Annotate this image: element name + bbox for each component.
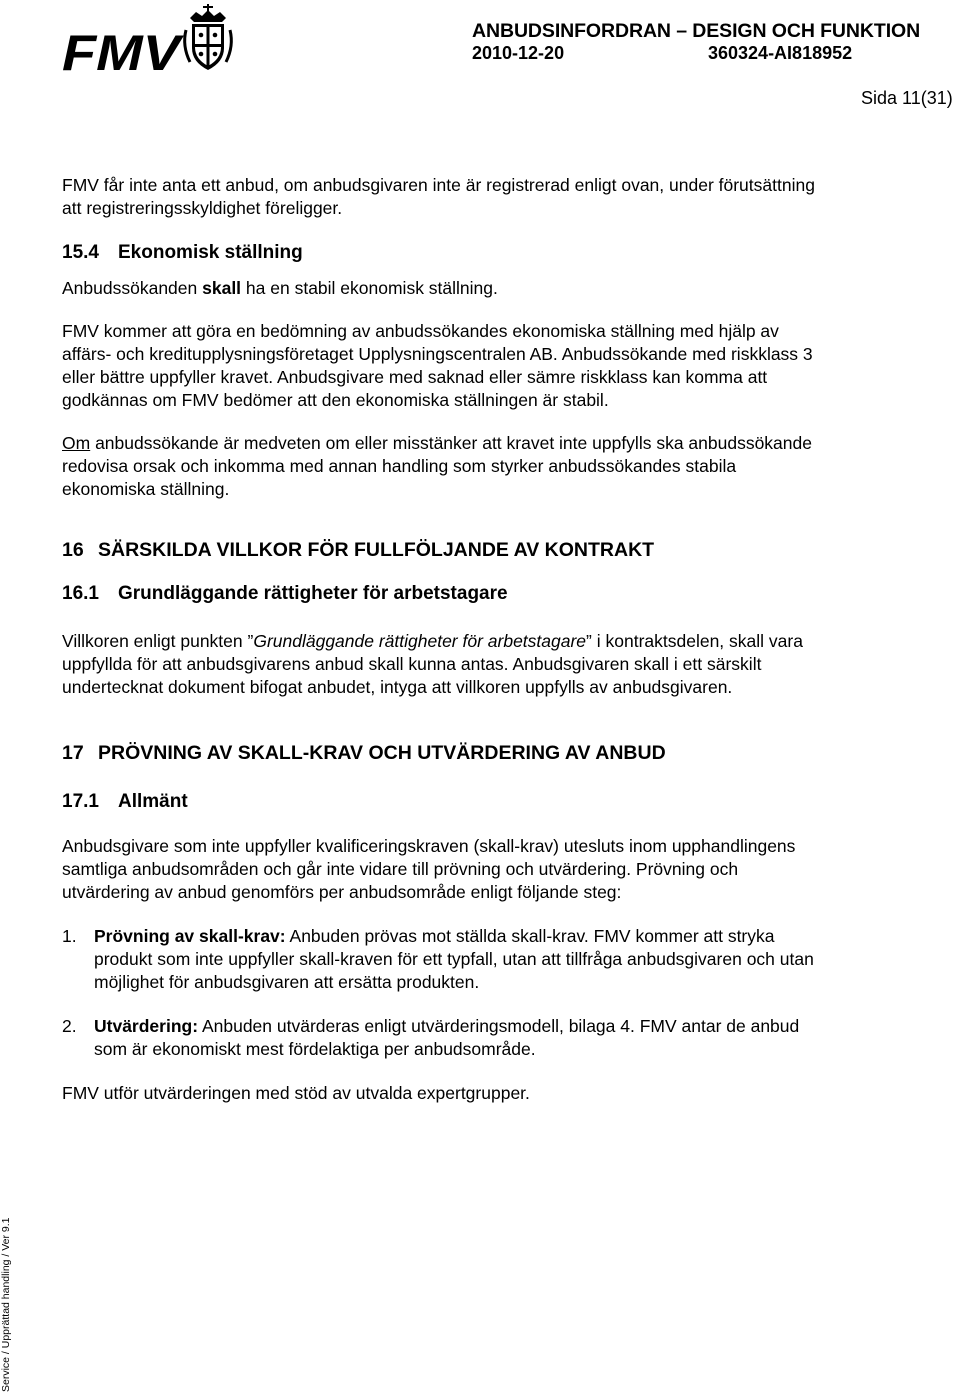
document-body	[62, 174, 822, 1105]
text-span: Villkoren enligt punkten ”	[62, 631, 254, 651]
side-note: Service / Upprättad handling / Ver 9.1	[0, 1217, 12, 1392]
text-span: Anbudssökanden	[62, 278, 203, 298]
heading-number: 16.1	[62, 583, 99, 604]
bold-text: Utvärdering:	[94, 1016, 199, 1036]
heading-title: Grundläggande rättigheter för arbetstagare	[118, 583, 508, 604]
text-span: ” i kontraktsdelen, skall vara uppfyllda för att anbudsgivarens anbud skall kunna antas. Anbudsgivaren skall i ett särskilt undertecknat dokument bifogat anbudet, intyga att villkoren uppfylls av anbudsgivaren.	[62, 631, 803, 697]
paragraph-suspected-nonfulfilment	[62, 432, 822, 501]
document-title: ANBUDSINFORDRAN – DESIGN OCH FUNKTION	[472, 20, 921, 42]
italic-text: Grundläggande rättigheter för arbetstagare	[253, 631, 587, 651]
underlined-text: Om	[62, 433, 91, 453]
heading-number: 17	[62, 742, 84, 764]
paragraph-registration: FMV får inte anta ett anbud, om anbudsgivaren inte är registrerad enligt ovan, under förutsättning att registreringsskyldighet föreligger.	[62, 175, 815, 218]
heading-title: SÄRSKILDA VILLKOR FÖR FULLFÖLJANDE AV KONTRAKT	[98, 539, 655, 561]
heading-17-1	[62, 790, 822, 813]
heading-number: 17.1	[62, 791, 99, 812]
heading-16	[62, 539, 822, 562]
text-span: Anbuden utvärderas enligt utvärderingsmodell, bilaga 4. FMV antar de anbud som är ekonomiskt mest fördelaktiga per anbudsområde.	[94, 1016, 800, 1059]
list-item	[62, 925, 822, 994]
paragraph-evaluation-intro: Anbudsgivare som inte uppfyller kvalificeringskraven (skall-krav) utesluts inom upphandlingens samtliga anbudsområden och går inte vidare till prövning och utvärdering. Prövning och utvärdering av anbud genomförs per anbudsområde enligt följande steg:	[62, 836, 796, 902]
document-reference: 360324-AI818952	[708, 43, 853, 63]
fmv-logo	[62, 4, 244, 76]
list-text	[94, 925, 822, 994]
text-span: Anbuden prövas mot ställda skall-krav. FMV kommer att stryka produkt som inte uppfyller skall-kraven för ett typfall, utan att tillfråga anbudsgivaren och utan möjlighet för anbudsgivaren att ersätta produkten.	[94, 926, 814, 992]
fmv-logo-text: FMV	[62, 25, 185, 76]
page-number: Sida 11(31)	[861, 88, 953, 108]
list-number: 2.	[62, 1016, 77, 1036]
text-span: ha en stabil ekonomisk ställning.	[241, 278, 498, 298]
text-span: anbudssökande är medveten om eller misstänker att kravet inte uppfylls ska anbudssökande redovisa orsak och inkomma med annan handling som styrker anbudssökandes stabila ekonomiska ställning.	[62, 433, 812, 499]
bold-text: Prövning av skall-krav:	[94, 926, 286, 946]
paragraph-assessment: FMV kommer att göra en bedömning av anbudssökandes ekonomiska ställning med hjälp av affärs- och kreditupplysningsföretaget Upplysningscentralen AB. Anbudssökande med riskklass 3 eller bättre uppfyller kravet. Anbudsgivare med saknad eller sämre riskklass kan komma att godkännas om FMV bedömer att den ekonomiska ställningen är stabil.	[62, 321, 813, 410]
list-number: 1.	[62, 926, 77, 946]
document-date: 2010-12-20	[472, 43, 565, 63]
heading-number: 16	[62, 539, 84, 561]
crown-emblem-icon	[185, 4, 232, 70]
heading-title: PRÖVNING AV SKALL-KRAV OCH UTVÄRDERING AV ANBUD	[98, 742, 666, 764]
heading-number: 15.4	[62, 242, 99, 263]
heading-16-1	[62, 582, 822, 605]
heading-17	[62, 742, 822, 765]
list-item	[62, 1015, 822, 1061]
bold-text: skall	[202, 278, 242, 298]
paragraph-worker-rights	[62, 630, 822, 699]
heading-title: Ekonomisk ställning	[118, 242, 303, 263]
paragraph-financial-requirement	[62, 277, 822, 300]
heading-title: Allmänt	[118, 791, 188, 812]
heading-15-4	[62, 241, 822, 264]
paragraph-expert-groups: FMV utför utvärderingen med stöd av utvalda expertgrupper.	[62, 1083, 530, 1103]
list-text	[94, 1015, 822, 1061]
